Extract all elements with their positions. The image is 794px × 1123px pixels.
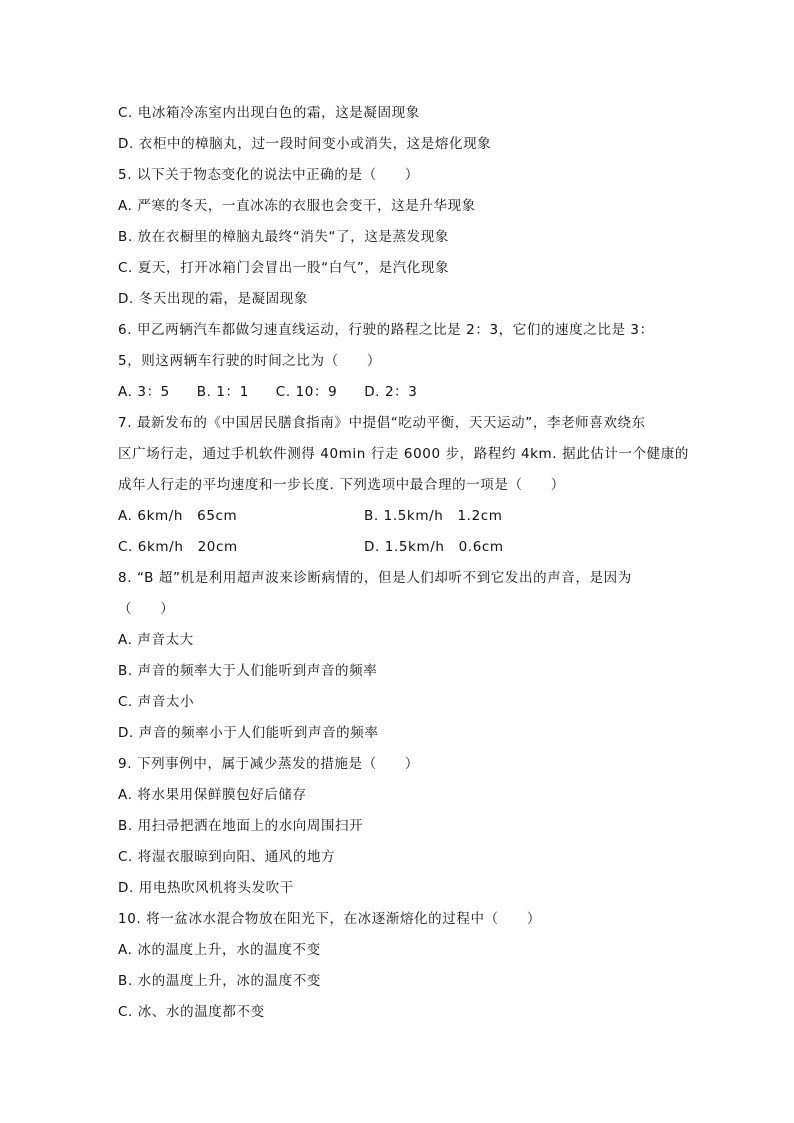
q7-option-a: A. 6km/h 65cm bbox=[118, 508, 238, 524]
q8-stem-line-2: （ ） bbox=[118, 601, 175, 617]
q10-option-b: B. 水的温度上升，冰的温度不变 bbox=[118, 973, 321, 989]
q9-option-d: D. 用电热吹风机将头发吹干 bbox=[118, 880, 294, 896]
q5-option-d: D. 冬天出现的霜，是凝固现象 bbox=[118, 291, 308, 307]
q4-option-d: D. 衣柜中的樟脑丸，过一段时间变小或消失，这是熔化现象 bbox=[118, 136, 492, 152]
q10-option-a: A. 冰的温度上升，水的温度不变 bbox=[118, 942, 321, 958]
q6-stem-line-1: 6. 甲乙两辆汽车都做匀速直线运动，行驶的路程之比是 2：3，它们的速度之比是 3： bbox=[118, 322, 654, 338]
q7-options-row-2 bbox=[118, 532, 678, 563]
q6-option-b: B. 1：1 bbox=[196, 384, 249, 400]
q5-stem: 5. 以下关于物态变化的说法中正确的是（ ） bbox=[118, 167, 419, 183]
q7-option-c: C. 6km/h 20cm bbox=[118, 539, 238, 555]
q5-option-c: C. 夏天，打开冰箱门会冒出一股“白气”，是汽化现象 bbox=[118, 260, 450, 276]
q8-stem-line-1: 8. “B 超”机是利用超声波来诊断病情的，但是人们却听不到它发出的声音，是因为 bbox=[118, 570, 632, 586]
q5-option-b: B. 放在衣橱里的樟脑丸最终“消失“了，这是蒸发现象 bbox=[118, 229, 449, 245]
q6-options bbox=[118, 377, 678, 408]
q7-stem-line-2: 区广场行走，通过手机软件测得 40min 行走 6000 步，路程约 4km. 据此估计一个健康的 bbox=[118, 446, 689, 462]
q10-stem: 10. 将一盆冰水混合物放在阳光下，在冰逐渐熔化的过程中（ ） bbox=[118, 911, 541, 927]
q7-options-row-1 bbox=[118, 501, 678, 532]
q7-stem-line-3: 成年人行走的平均速度和一步长度. 下列选项中最合理的一项是（ ） bbox=[118, 477, 565, 493]
q6-option-c: C. 10：9 bbox=[275, 384, 338, 400]
q9-option-a: A. 将水果用保鲜膜包好后储存 bbox=[118, 787, 307, 803]
q9-stem: 9. 下列事例中，属于减少蒸发的措施是（ ） bbox=[118, 756, 419, 772]
q8-option-a: A. 声音太大 bbox=[118, 632, 194, 648]
q10-option-c: C. 冰、水的温度都不变 bbox=[118, 1004, 265, 1020]
q6-option-a: A. 3：5 bbox=[118, 384, 170, 400]
q8-option-b: B. 声音的频率大于人们能听到声音的频率 bbox=[118, 663, 378, 679]
q6-option-d: D. 2：3 bbox=[364, 384, 418, 400]
q7-option-b: B. 1.5km/h 1.2cm bbox=[364, 508, 503, 524]
q4-option-c: C. 电冰箱冷冻室内出现白色的霜，这是凝固现象 bbox=[118, 105, 420, 121]
q8-option-c: C. 声音太小 bbox=[118, 694, 195, 710]
q9-option-b: B. 用扫帚把洒在地面上的水向周围扫开 bbox=[118, 818, 364, 834]
q7-stem-line-1: 7. 最新发布的《中国居民膳食指南》中提倡“吃动平衡，天天运动”，李老师喜欢绕东 bbox=[118, 415, 646, 431]
q8-option-d: D. 声音的频率小于人们能听到声音的频率 bbox=[118, 725, 379, 741]
q7-option-d: D. 1.5km/h 0.6cm bbox=[364, 539, 504, 555]
exam-page bbox=[118, 98, 689, 1028]
q9-option-c: C. 将湿衣服晾到向阳、通风的地方 bbox=[118, 849, 336, 865]
q6-stem-line-2: 5，则这两辆车行驶的时间之比为（ ） bbox=[118, 353, 381, 369]
q5-option-a: A. 严寒的冬天，一直冰冻的衣服也会变干，这是升华现象 bbox=[118, 198, 476, 214]
